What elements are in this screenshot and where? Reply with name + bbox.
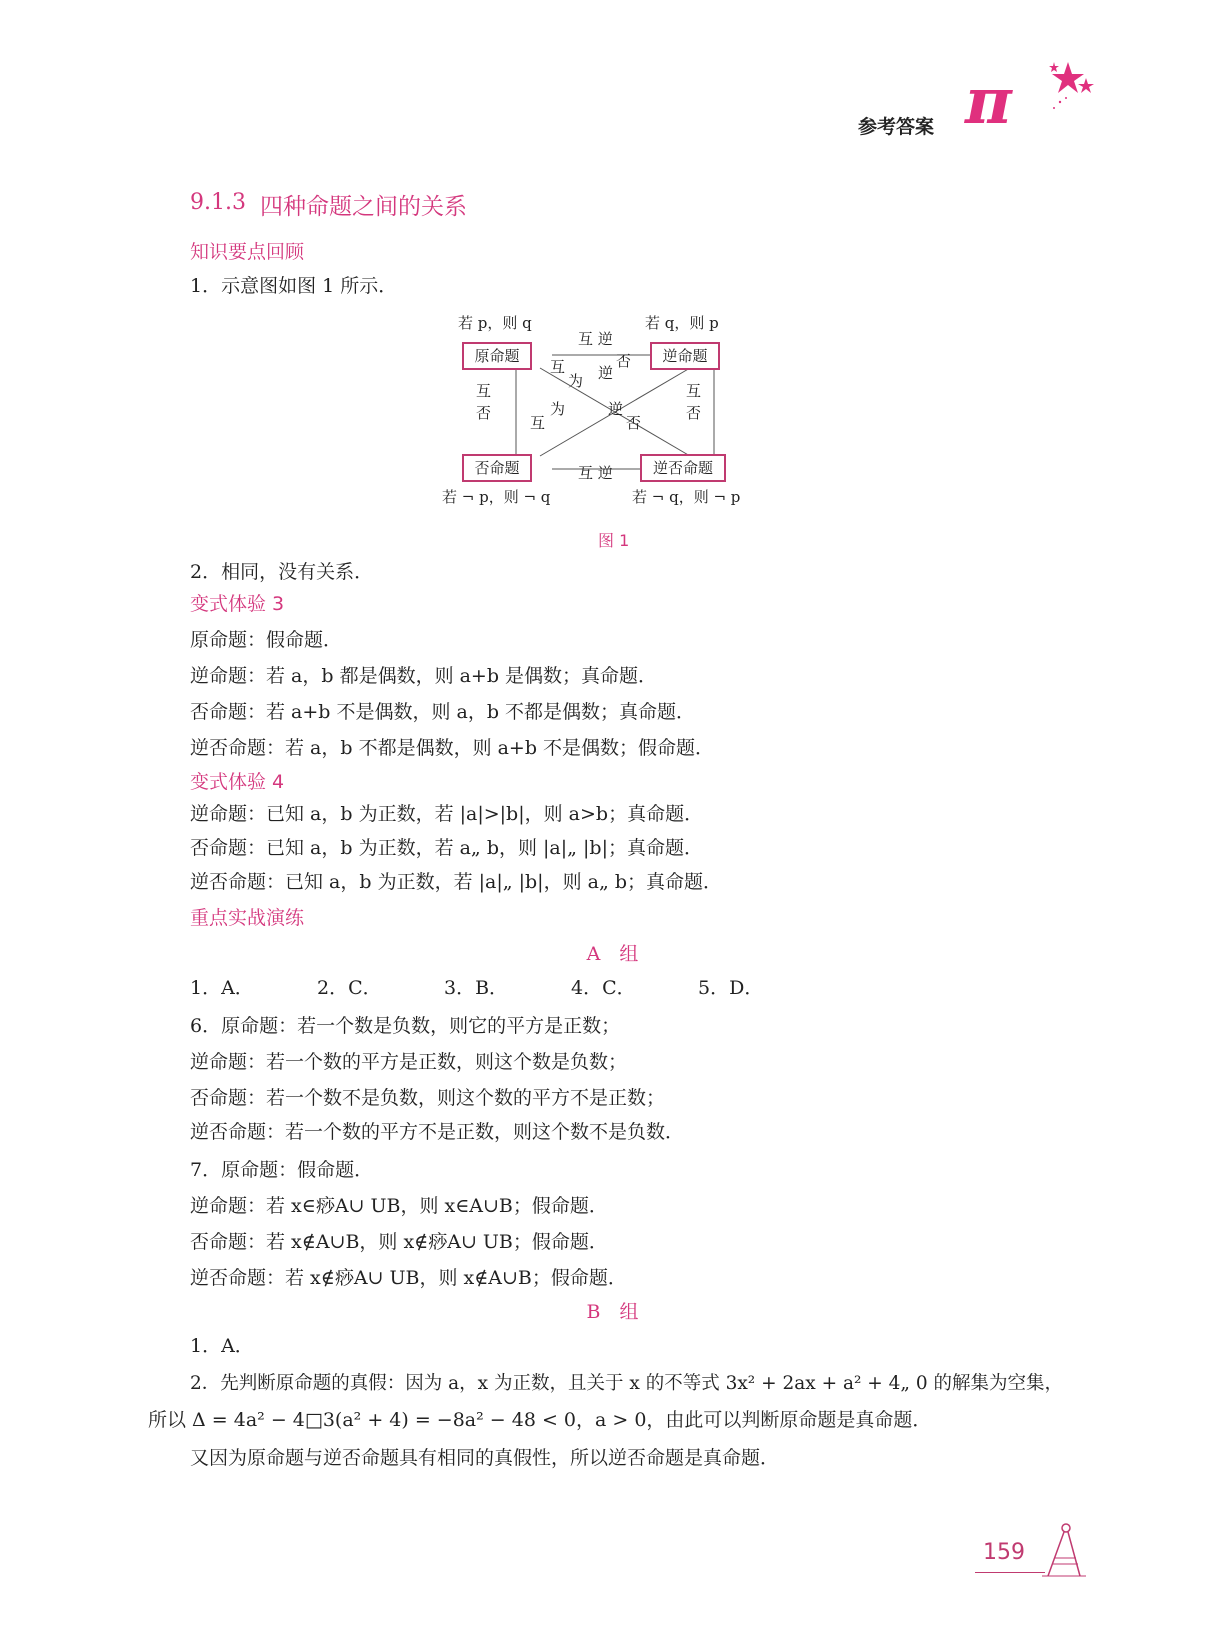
knowledge-item-1: 1．示意图如图 1 所示． [190,275,398,297]
mcq-answers [190,974,825,1002]
diag-char-7: 逆 [608,400,624,418]
variant3-line-2: 逆命题：若 a，b 都是偶数，则 a+b 是偶数；真命题． [190,665,658,687]
mcq-answer: 4．C． [571,977,636,999]
edge-left-label-2: 否 [476,404,492,422]
diag-char-6: 互 [530,414,546,432]
q7-line-2: 逆命题：若 x∈痧A∪ UB，则 x∈A∪B；假命题． [190,1195,608,1217]
mcq-answer: 5．D． [698,977,764,999]
variant4-line-2: 否命题：已知 a，b 为正数，若 a„ b，则 |a|„ |b|；真命题． [190,837,704,859]
box-original: 原命题 [462,342,532,370]
group-b-heading: B 组 [586,1301,639,1323]
q6-line-1: 6．原命题：若一个数是负数，则它的平方是正数； [190,1015,621,1037]
caption-original: 若 p，则 q [458,314,532,332]
variant4-line-1: 逆命题：已知 a，b 为正数，若 |a|>|b|，则 a>b；真命题． [190,803,704,825]
mcq-answer: 1．A． [190,977,254,999]
caption-converse: 若 q，则 p [645,314,719,332]
caption-contrapositive: 若 ¬ q，则 ¬ p [632,488,741,506]
q7-line-1: 7．原命题：假命题． [190,1159,374,1181]
edge-left-label-1: 互 [476,382,492,400]
pi-logo: π [965,64,1012,139]
b2-line-1: 2．先判断原命题的真假：因为 a，x 为正数，且关于 x 的不等式 3x² + 2ax + a² + 4„ 0 的解集为空集， [190,1373,1064,1394]
box-contrapositive: 逆否命题 [640,454,726,482]
section-number: 9.1.3 [190,190,246,215]
diag-char-2: 为 [568,372,584,390]
diag-char-4: 否 [616,352,632,370]
mcq-answer: 3．B． [444,977,509,999]
variant3-heading: 变式体验 3 [190,593,285,615]
box-converse: 逆命题 [650,342,720,370]
knowledge-heading: 知识要点回顾 [190,241,305,263]
q7-line-4: 逆否命题：若 x∉痧A∪ UB，则 x∉A∪B；假命题． [190,1267,627,1289]
diag-char-3: 逆 [598,364,614,382]
b2-line-2: 所以 Δ = 4a² − 4□3(a² + 4) = −8a² − 48 < 0，a > 0，由此可以判断原命题是真命题． [148,1409,932,1431]
variant3-line-3: 否命题：若 a+b 不是偶数，则 a，b 不都是偶数；真命题． [190,701,696,723]
practice-heading: 重点实战演练 [190,907,305,929]
edge-bottom-label: 互 逆 [578,464,613,482]
header-title: 参考答案 [858,116,935,138]
box-inverse: 否命题 [462,454,532,482]
q6-line-2: 逆命题：若一个数的平方是正数，则这个数是负数； [190,1051,628,1073]
group-a-heading: A 组 [586,943,639,965]
b1-answer: 1．A． [190,1335,254,1357]
q7-line-3: 否命题：若 x∉A∪B，则 x∉痧A∪ UB；假命题． [190,1231,608,1253]
q6-line-4: 逆否命题：若一个数的平方不是正数，则这个数不是负数． [190,1121,685,1143]
page-number: 159 [983,1540,1025,1565]
compass-icon [1040,1522,1090,1582]
diag-char-1: 互 [550,358,566,376]
variant3-line-4: 逆否命题：若 a，b 不都是偶数，则 a+b 不是偶数；假命题． [190,737,715,759]
caption-inverse: 若 ¬ p，则 ¬ q [442,488,551,506]
stars-icon [1040,58,1100,118]
knowledge-item-2: 2．相同，没有关系． [190,561,374,583]
relationship-diagram [440,312,780,512]
b2-line-3: 又因为原命题与逆否命题具有相同的真假性，所以逆否命题是真命题． [190,1447,780,1469]
page-number-underline [975,1572,1045,1573]
variant4-line-3: 逆否命题：已知 a，b 为正数，若 |a|„ |b|，则 a„ b；真命题． [190,871,723,893]
section-title: 四种命题之间的关系 [260,194,467,220]
diag-char-8: 否 [626,414,642,432]
mcq-answer: 2．C． [317,977,382,999]
edge-right-label-2: 否 [686,404,702,422]
q6-line-3: 否命题：若一个数不是负数，则这个数的平方不是正数； [190,1087,666,1109]
diag-char-5: 为 [550,400,566,418]
variant4-heading: 变式体验 4 [190,771,285,793]
figure-caption: 图 1 [598,531,630,550]
variant3-line-1: 原命题：假命题． [190,629,343,651]
edge-right-label-1: 互 [686,382,702,400]
edge-top-label: 互 逆 [578,330,613,348]
